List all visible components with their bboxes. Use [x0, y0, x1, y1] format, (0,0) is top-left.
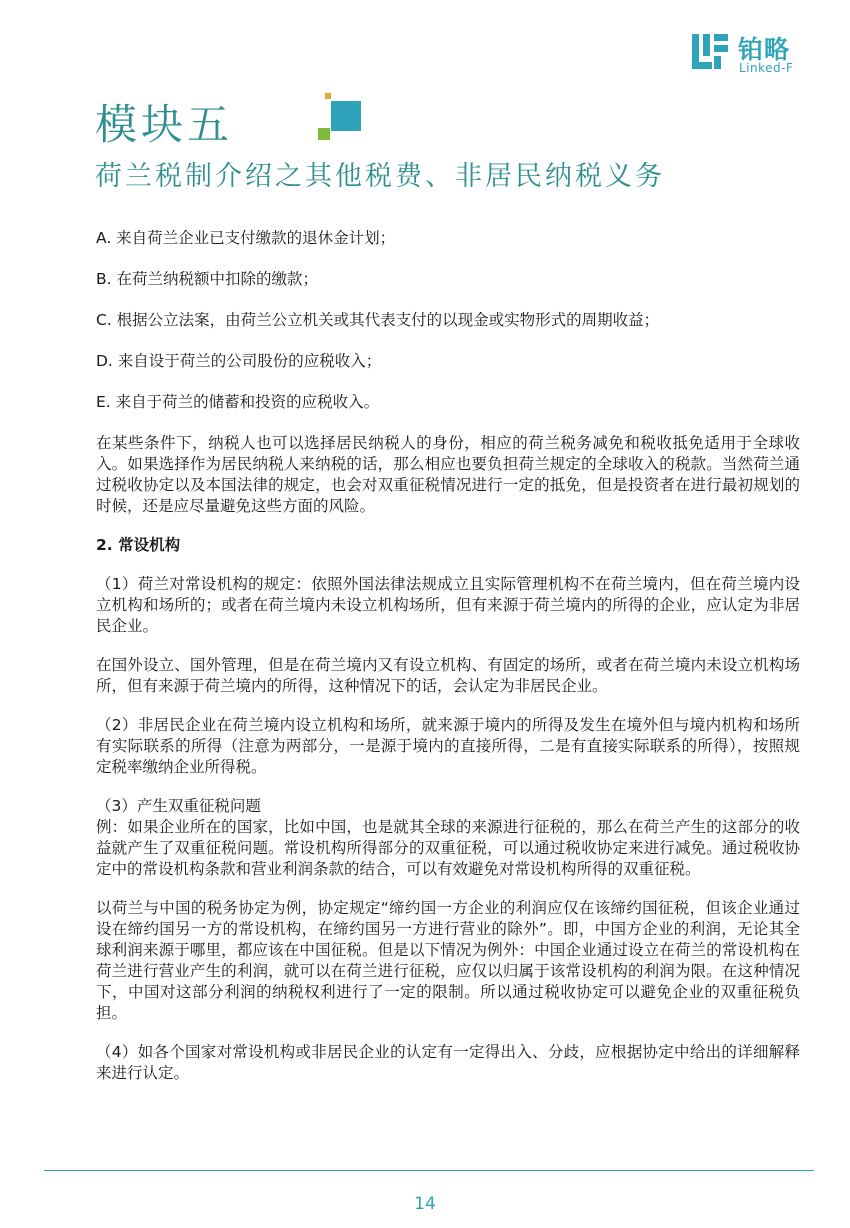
- page-subtitle: 荷兰税制介绍之其他税费、非居民纳税义务: [95, 161, 665, 192]
- section-heading-pe: 2. 常设机构: [96, 536, 181, 554]
- paragraph-pe-1b: 在国外设立、国外管理，但是在荷兰境内又有设立机构、有固定的场所，或者在荷兰境内未设立机构场所，但有来源于荷兰境内的所得，这种情况下的话，会认定为非居民企业。: [96, 656, 800, 695]
- paragraph-pe-4: （4）如各个国家对常设机构或非居民企业的认定有一定得出入、分歧，应根据协定中给出的详细解释来进行认定。: [96, 1043, 800, 1082]
- footer-divider: [44, 1170, 814, 1171]
- logo-mark-icon: [692, 34, 728, 70]
- decor-square-orange: [325, 93, 331, 99]
- brand-logo: [692, 28, 822, 76]
- decor-square-green: [318, 128, 330, 140]
- paragraph-pe-3-title: （3）产生双重征税问题: [96, 797, 261, 815]
- list-item-d: D. 来自设于荷兰的公司股份的应税收入；: [96, 352, 382, 370]
- logo-text-en: Linked-F: [739, 61, 794, 75]
- paragraph-pe-1: （1）荷兰对常设机构的规定：依照外国法律法规成立且实际管理机构不在荷兰境内，但在荷兰境内设立机构和场所的；或者在荷兰境内未设立机构场所，但有来源于荷兰境内的所得的企业，应认定为非居民企业。: [96, 575, 800, 635]
- logo-text-cn: 铂略: [738, 35, 791, 64]
- paragraph-pe-3-body: 例：如果企业所在的国家，比如中国，也是就其全球的来源进行征税的，那么在荷兰产生的这部分的收益就产生了双重征税问题。常设机构所得部分的双重征税，可以通过税收协定来进行减免。通过税收协定中的常设机构条款和营业利润条款的结合，可以有效避免对常设机构所得的双重征税。: [96, 818, 800, 878]
- paragraph-resident-election: 在某些条件下，纳税人也可以选择居民纳税人的身份，相应的荷兰税务减免和税收抵免适用于全球收入。如果选择作为居民纳税人来纳税的话，那么相应也要负担荷兰规定的全球收入的税款。当然荷兰通过税收协定以及本国法律的规定，也会对双重征税情况进行一定的抵免，但是投资者在进行最初规划的时候，还是应尽量避免这些方面的风险。: [96, 434, 800, 515]
- document-body: [96, 228, 800, 1102]
- paragraph-pe-3-example: 以荷兰与中国的税务协定为例，协定规定“缔约国一方企业的利润应仅在该缔约国征税，但该企业通过设在缔约国另一方的常设机构，在缔约国另一方进行营业的除外”。即，中国方企业的利润，无论其全球利润来源于哪里，都应该在中国征税。但是以下情况为例外：中国企业通过设立在荷兰的常设机构在荷兰进行营业产生的利润，就可以在荷兰进行征税，应仅以归属于该常设机构的利润为限。在这种情况下，中国对这部分利润的纳税权利进行了一定的限制。所以通过税收协定可以避免企业的双重征税负担。: [96, 899, 800, 1022]
- list-item-e: E. 来自于荷兰的储蓄和投资的应税收入。: [96, 393, 380, 411]
- page-number: 14: [414, 1194, 436, 1214]
- paragraph-pe-2: （2）非居民企业在荷兰境内设立机构和场所，就来源于境内的所得及发生在境外但与境内机构和场所有实际联系的所得（注意为两部分，一是源于境内的直接所得，二是有直接实际联系的所得），按照规定税率缴纳企业所得税。: [96, 716, 800, 776]
- list-item-b: B. 在荷兰纳税额中扣除的缴款；: [96, 270, 318, 288]
- list-item-c: C. 根据公立法案，由荷兰公立机关或其代表支付的以现金或实物形式的周期收益；: [96, 311, 660, 329]
- module-title: 模块五: [95, 100, 234, 149]
- list-item-a: A. 来自荷兰企业已支付缴款的退休金计划；: [96, 229, 396, 247]
- decor-square-teal: [331, 101, 361, 131]
